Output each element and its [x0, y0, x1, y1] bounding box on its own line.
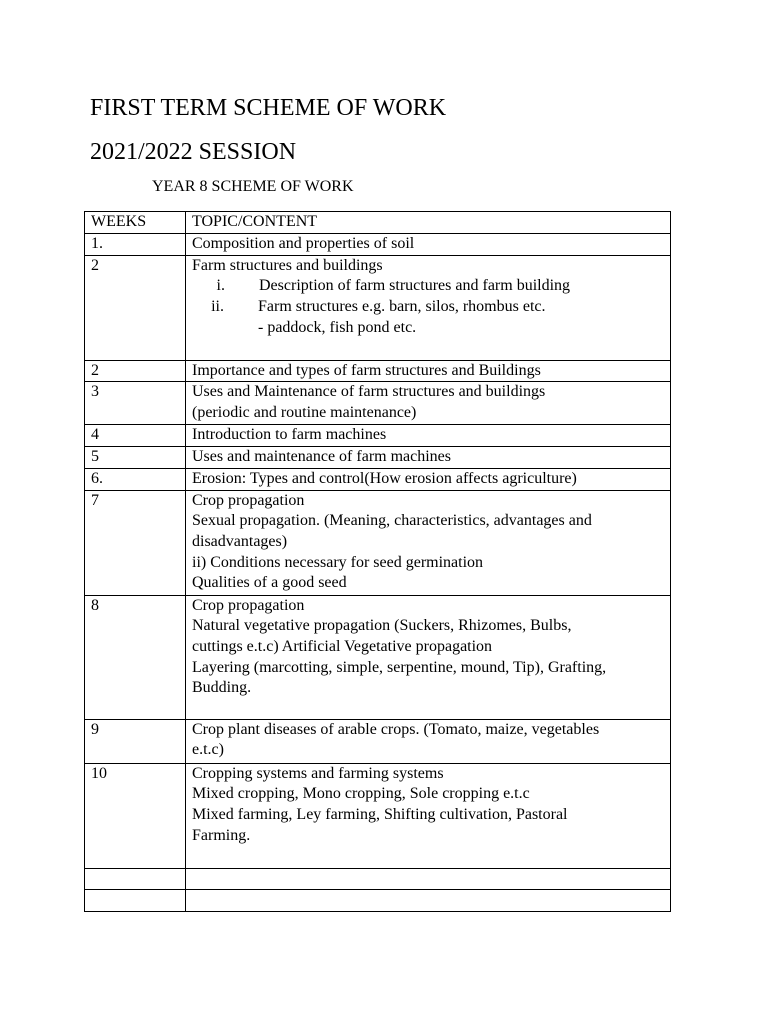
list-item — [192, 276, 670, 297]
table-row — [85, 719, 671, 763]
week-cell — [85, 889, 186, 911]
topic-line: Layering (marcotting, simple, serpentine, mound, Tip), Grafting, — [192, 658, 607, 676]
topic-line: Natural vegetative propagation (Suckers, Rhizomes, Bulbs, — [192, 617, 572, 635]
session-title: 2021/2022 SESSION — [90, 139, 297, 165]
table-row — [85, 425, 671, 447]
topic-line: (periodic and routine maintenance) — [192, 404, 417, 422]
week-cell — [85, 868, 186, 889]
topic-line: cuttings e.t.c) Artificial Vegetative propagation — [192, 637, 493, 655]
topic-line: Erosion: Types and control(How erosion affects agriculture) — [192, 469, 577, 487]
list-text: Description of farm structures and farm building — [259, 277, 571, 295]
topic-line: Importance and types of farm structures and Buildings — [192, 361, 541, 379]
scheme-table — [84, 211, 671, 912]
topic-cell — [186, 868, 671, 889]
topic-cell — [186, 425, 671, 447]
topic-line: Mixed farming, Ley farming, Shifting cultivation, Pastoral — [192, 805, 568, 823]
week-cell: 4 — [85, 425, 186, 447]
table-row — [85, 763, 671, 868]
topic-cell — [186, 468, 671, 490]
topic-cell — [186, 382, 671, 425]
table-row — [85, 468, 671, 490]
list-number: i. — [216, 277, 225, 295]
subtitle: YEAR 8 SCHEME OF WORK — [152, 178, 354, 195]
week-cell: 3 — [85, 382, 186, 425]
week-cell: 7 — [85, 490, 186, 595]
week-cell: 5 — [85, 447, 186, 469]
table-row — [85, 382, 671, 425]
topic-line: Uses and maintenance of farm machines — [192, 448, 452, 466]
table-row — [85, 255, 671, 360]
topic-header: TOPIC/CONTENT — [186, 212, 671, 234]
week-cell: 8 — [85, 595, 186, 719]
topic-cell — [186, 255, 671, 360]
list-number: ii. — [211, 298, 224, 316]
page-title: FIRST TERM SCHEME OF WORK — [90, 95, 447, 121]
topic-cell — [186, 447, 671, 469]
topic-line: Crop plant diseases of arable crops. (Tomato, maize, vegetables — [192, 720, 600, 738]
topic-cell — [186, 719, 671, 763]
table-row — [85, 595, 671, 719]
topic-line: Crop propagation — [192, 596, 305, 614]
topic-line: e.t.c) — [192, 741, 224, 759]
topic-line: ii) Conditions necessary for seed germination — [192, 553, 484, 571]
week-cell: 2 — [85, 255, 186, 360]
topic-line: Cropping systems and farming systems — [192, 764, 444, 782]
topic-line: - paddock, fish pond etc. — [258, 318, 417, 336]
topic-line: Qualities of a good seed — [192, 574, 347, 592]
table-row — [85, 447, 671, 469]
topic-line: Farming. — [192, 826, 251, 844]
topic-cell — [186, 360, 671, 382]
topic-line: Crop propagation — [192, 491, 305, 509]
topic-line: Farm structures and buildings — [192, 256, 383, 274]
topic-cell — [186, 234, 671, 256]
table-row — [85, 360, 671, 382]
table-row-empty — [85, 868, 671, 889]
week-cell: 9 — [85, 719, 186, 763]
topic-line: Mixed cropping, Mono cropping, Sole cropping e.t.c — [192, 785, 530, 803]
topic-line: Uses and Maintenance of farm structures and buildings — [192, 383, 546, 401]
week-cell: 6. — [85, 468, 186, 490]
week-cell: 10 — [85, 763, 186, 868]
table-row — [85, 490, 671, 595]
topic-line: Sexual propagation. (Meaning, characteristics, advantages and — [192, 512, 592, 530]
topic-line: Introduction to farm machines — [192, 426, 387, 444]
topic-line: Budding. — [192, 679, 252, 697]
topic-cell — [186, 490, 671, 595]
topic-cell — [186, 763, 671, 868]
table-row — [85, 234, 671, 256]
topic-line: disadvantages) — [192, 532, 288, 550]
weeks-header: WEEKS — [85, 212, 186, 234]
topic-cell — [186, 889, 671, 911]
table-row-empty — [85, 889, 671, 911]
list-text: Farm structures e.g. barn, silos, rhombus etc. — [258, 298, 546, 316]
table-header-row — [85, 212, 671, 234]
week-cell: 2 — [85, 360, 186, 382]
list-item — [192, 297, 670, 318]
topic-cell — [186, 595, 671, 719]
topic-line: Composition and properties of soil — [192, 235, 415, 252]
week-cell: 1. — [85, 234, 186, 256]
